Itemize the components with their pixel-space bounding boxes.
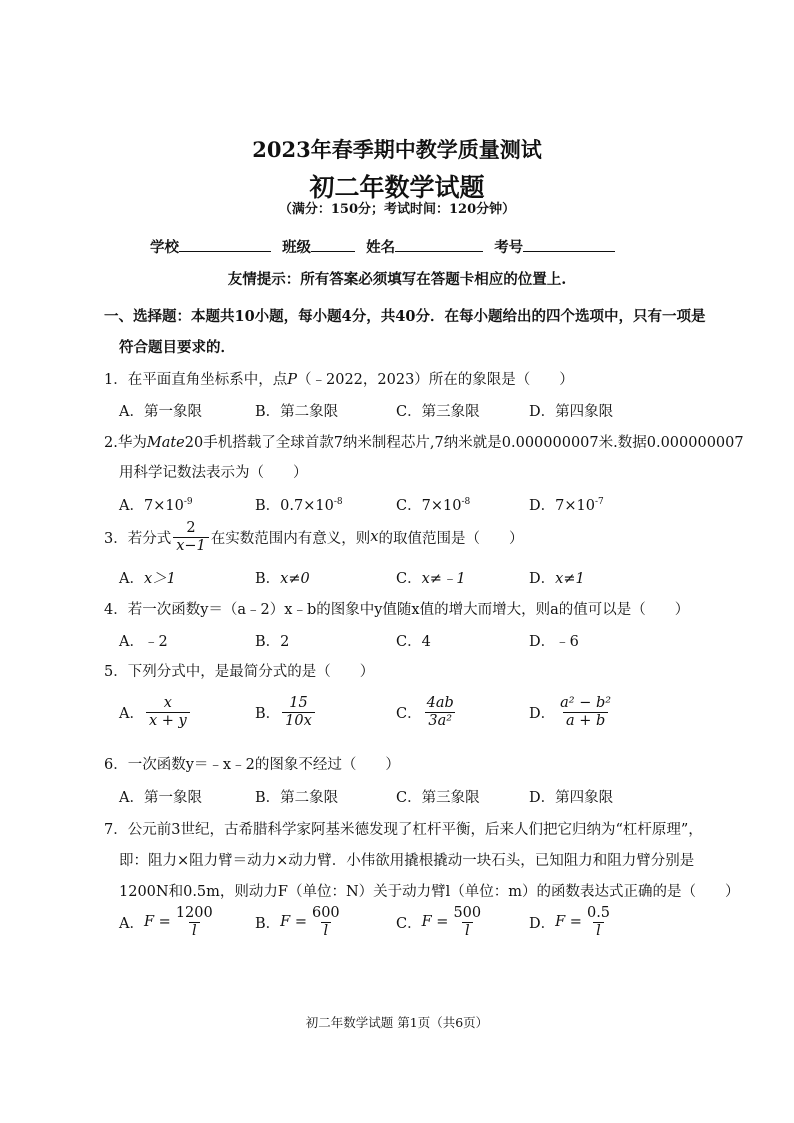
q7-d-fraction: [584, 905, 613, 939]
q7-d-lhs: F =: [555, 914, 582, 931]
q4-option-a[interactable]: A．﹣2: [119, 634, 168, 650]
name-blank[interactable]: [395, 237, 483, 252]
question-7: 7．公元前3世纪，古希腊科学家阿基米德发现了杠杆平衡，后来人们把它归纳为“杠杆原理”，: [104, 822, 703, 838]
q5-a-den: x + y: [146, 712, 190, 730]
q4-option-d[interactable]: D．﹣6: [529, 634, 579, 650]
q1-option-c[interactable]: C．第三象限: [396, 404, 480, 420]
question-2-cont: 用科学记数法表示为（ ）: [119, 465, 308, 481]
school-blank[interactable]: [179, 237, 271, 252]
class-blank[interactable]: [311, 237, 355, 252]
class-label: 班级: [282, 239, 312, 256]
q7-c-lhs: F =: [421, 914, 449, 931]
exam-no-label: 考号: [494, 239, 524, 256]
q7-option-a[interactable]: [119, 905, 218, 939]
q2-a-label: A．: [119, 498, 144, 514]
q2-option-c[interactable]: [396, 494, 470, 515]
q2-d-exp: -7: [594, 497, 604, 508]
q6-option-b[interactable]: B．第二象限: [255, 790, 339, 806]
section-heading-cont: 符合题目要求的．: [119, 339, 235, 356]
q5-c-den: 3a²: [425, 712, 455, 730]
school-label: 学校: [150, 239, 179, 256]
q6-option-a[interactable]: A．第一象限: [119, 790, 202, 806]
q7-b-num: 600: [311, 905, 340, 921]
q3-fraction: [173, 520, 209, 554]
page-footer: 初二年数学试题 第1页（共6页）: [305, 1015, 489, 1030]
q7-d-den: l: [593, 922, 604, 940]
q3-option-d[interactable]: [529, 567, 585, 588]
q2-c-base: 7×10: [421, 498, 462, 514]
q3-b-expr: x≠0: [280, 571, 310, 587]
q1-option-d[interactable]: D．第四象限: [529, 404, 614, 420]
q5-option-d[interactable]: [529, 695, 616, 729]
q5-a-num: x: [163, 695, 172, 711]
q1-option-a[interactable]: A．第一象限: [119, 404, 202, 420]
q3-a-label: A．: [119, 571, 144, 587]
q5-c-num: 4ab: [426, 695, 454, 711]
q2-b-base: 0.7×10: [280, 498, 334, 514]
q7-c-num: 500: [453, 905, 482, 921]
q2-d-base: 7×10: [555, 498, 595, 514]
q6-option-c[interactable]: C．第三象限: [396, 790, 480, 806]
q2-text-post: 20手机搭载了全球首款7纳米制程芯片,7纳米就是0.000000007米.数据0.000000007: [184, 435, 744, 451]
q2-a-base: 7×10: [143, 498, 184, 514]
q2-option-d[interactable]: [529, 494, 604, 515]
q5-d-den: a + b: [563, 712, 608, 730]
q1-text-pre: 1．在平面直角坐标系中，点: [104, 372, 288, 388]
q3-var: x: [370, 529, 379, 546]
q3-c-label: C．: [396, 571, 422, 587]
q7-a-lhs: F =: [143, 914, 171, 931]
q3-a-expr: x＞1: [143, 571, 176, 587]
q7-b-den: l: [321, 922, 332, 940]
q3-numerator: 2: [186, 520, 196, 536]
q7-option-b[interactable]: [255, 905, 345, 939]
q2-d-label: D．: [529, 498, 556, 514]
friendly-tip: 友情提示：所有答案必须填写在答题卡相应的位置上.: [227, 271, 567, 288]
student-info-row: [150, 236, 615, 257]
q4-option-c[interactable]: C．4: [396, 634, 431, 650]
q3-c-expr: x≠﹣1: [421, 571, 466, 587]
q3-d-label: D．: [529, 571, 556, 587]
question-3: [104, 520, 523, 554]
question-2: [104, 431, 744, 452]
q3-text-mid: 在实数范围内有意义，则: [210, 530, 371, 547]
q7-d-label: D．: [529, 915, 556, 932]
q7-b-label: B．: [255, 915, 281, 932]
q5-b-label: B．: [255, 705, 281, 722]
q7-a-fraction: [173, 905, 216, 939]
name-label: 姓名: [366, 239, 396, 256]
q3-b-label: B．: [255, 571, 281, 587]
question-1: [104, 368, 574, 389]
q7-c-label: C．: [396, 915, 422, 932]
q2-b-label: B．: [255, 498, 281, 514]
q3-text-post: 的取值范围是（ ）: [378, 530, 524, 547]
q1-var: P: [287, 372, 297, 388]
q3-option-a[interactable]: [119, 567, 176, 588]
question-6: 6．一次函数y＝﹣x﹣2的图象不经过（ ）: [104, 757, 400, 773]
q7-c-den: l: [462, 922, 473, 940]
q5-b-den: 10x: [282, 712, 315, 730]
q7-a-label: A．: [119, 915, 144, 932]
q5-a-label: A．: [119, 705, 144, 722]
q7-d-num: 0.5: [586, 905, 611, 921]
q2-a-exp: -9: [183, 497, 193, 508]
q7-option-d[interactable]: [529, 905, 615, 939]
q5-d-label: D．: [529, 705, 556, 722]
q2-c-exp: -8: [461, 497, 471, 508]
question-5: 5．下列分式中，是最简分式的是（ ）: [104, 664, 375, 680]
q5-option-a[interactable]: [119, 695, 192, 729]
q2-option-a[interactable]: [119, 494, 193, 515]
q2-option-b[interactable]: [255, 494, 343, 515]
question-7-line3: 1200N和0.5m，则动力F（单位：N）关于动力臂l（单位：m）的函数表达式正确的是（ ）: [119, 884, 740, 900]
q7-a-num: 1200: [175, 905, 213, 921]
q5-b-fraction: [282, 695, 315, 729]
q7-a-den: l: [189, 922, 200, 940]
q2-brand: Mate: [146, 435, 185, 451]
q3-option-c[interactable]: [396, 567, 466, 588]
q5-b-num: 15: [289, 695, 308, 711]
q6-option-d[interactable]: D．第四象限: [529, 790, 614, 806]
q7-b-lhs: F =: [280, 914, 307, 931]
q5-c-fraction: [424, 695, 457, 729]
q2-b-exp: -8: [333, 497, 343, 508]
q5-a-fraction: [146, 695, 190, 729]
q3-d-expr: x≠1: [555, 571, 585, 587]
question-4: 4．若一次函数y＝（a﹣2）x﹣b的图象中y值随x值的增大而增大，则a的值可以是（ ）: [104, 602, 690, 618]
q5-option-b[interactable]: [255, 695, 317, 729]
exam-title: 2023年春季期中教学质量测试: [252, 137, 542, 162]
q1-text-post: （﹣2022，2023）所在的象限是（ ）: [297, 372, 574, 388]
q7-c-fraction: [450, 905, 484, 939]
q5-c-label: C．: [396, 705, 422, 722]
q7-b-fraction: [309, 905, 343, 939]
q5-d-num: a² − b²: [560, 695, 612, 711]
q1-option-b[interactable]: B．第二象限: [255, 404, 339, 420]
exam-info: （满分：150分；考试时间：120分钟）: [278, 202, 516, 217]
q3-option-b[interactable]: [255, 567, 310, 588]
q5-d-fraction: [557, 695, 614, 729]
section-heading: 一、选择题：本题共10小题，每小题4分，共40分．在每小题给出的四个选项中，只有一项是: [104, 308, 706, 325]
exam-no-blank[interactable]: [523, 237, 615, 252]
q7-option-c[interactable]: [396, 905, 486, 939]
exam-subject-title: 初二年数学试题: [309, 173, 485, 202]
q2-text-pre: 2.华为: [104, 435, 147, 451]
q3-text-pre: 3．若分式: [104, 530, 172, 547]
question-7-line2: 即：阻力×阻力臂＝动力×动力臂．小伟欲用撬根撬动一块石头，已知阻力和阻力臂分别是: [119, 853, 695, 869]
q4-option-b[interactable]: B．2: [255, 634, 290, 650]
q5-option-c[interactable]: [396, 695, 459, 729]
q2-c-label: C．: [396, 498, 422, 514]
q3-denominator: x−1: [173, 537, 209, 555]
